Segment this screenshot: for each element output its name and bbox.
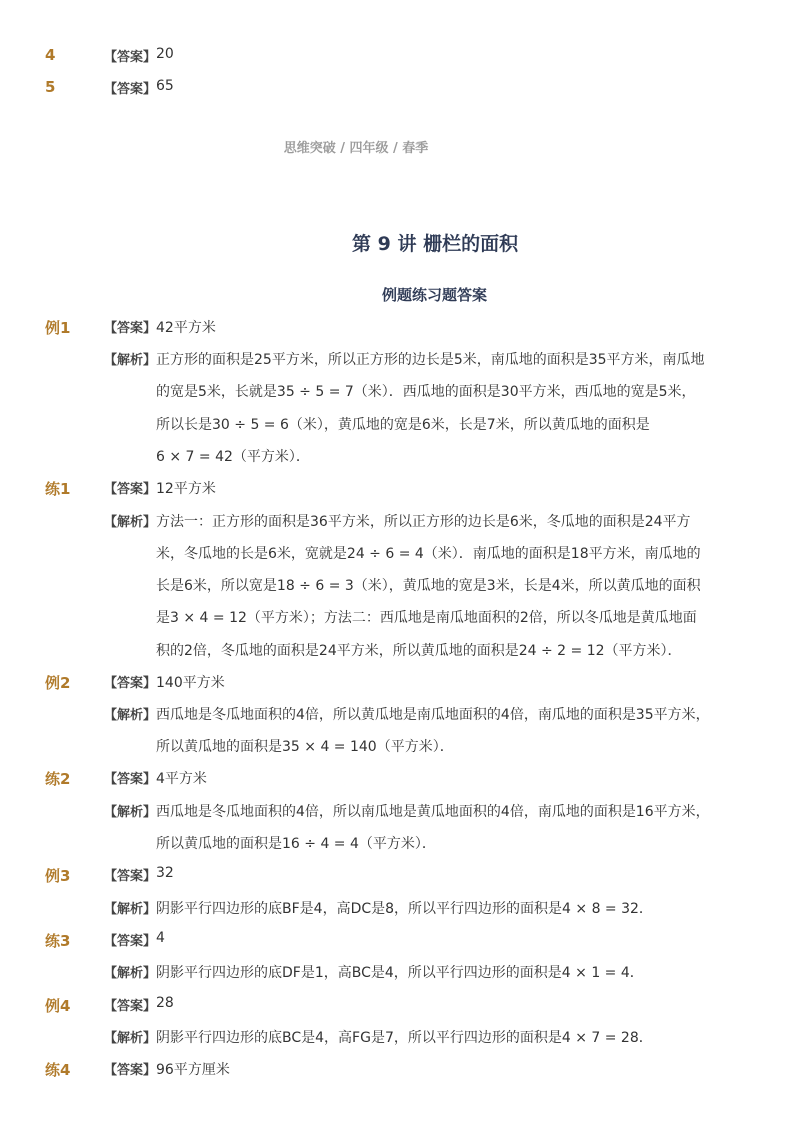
answer-tag: 【答案】	[104, 676, 157, 691]
answer-tag: 【答案】	[104, 934, 157, 949]
explanation-line: 6 × 7 = 42（平方米）．	[156, 449, 310, 465]
explanation-tag: 【解析】	[104, 966, 157, 981]
problem-number: 例4	[45, 997, 71, 1015]
explanation-line: 西瓜地是冬瓜地面积的4倍，所以南瓜地是黄瓜地面积的4倍，南瓜地的面积是16平方米，	[156, 804, 710, 820]
explanation-tag: 【解析】	[104, 805, 157, 820]
explanation-line: 积的2倍，冬瓜地的面积是24平方米，所以黄瓜地的面积是24 ÷ 2 = 12（平方米）．	[156, 643, 682, 659]
problem-number: 例2	[45, 674, 71, 692]
answer-tag: 【答案】	[104, 1063, 157, 1078]
explanation-tag: 【解析】	[104, 1031, 157, 1046]
answer-tag: 【答案】	[104, 772, 157, 787]
problem-number: 练4	[45, 1061, 71, 1079]
explanation-line: 正方形的面积是25平方米，所以正方形的边长是5米，南瓜地的面积是35平方米，南瓜地	[156, 352, 705, 368]
answer-value: 20	[156, 46, 174, 62]
explanation-line: 西瓜地是冬瓜地面积的4倍，所以黄瓜地是南瓜地面积的4倍，南瓜地的面积是35平方米，	[156, 707, 710, 723]
explanation-line: 长是6米，所以宽是18 ÷ 6 = 3（米），黄瓜地的宽是3米，长是4米，所以黄瓜地的面积	[156, 578, 701, 594]
answer-tag: 【答案】	[104, 869, 157, 884]
problem-number: 例1	[45, 319, 71, 337]
explanation-line: 所以长是30 ÷ 5 = 6（米），黄瓜地的宽是6米，长是7米，所以黄瓜地的面积是	[156, 417, 650, 433]
explanation-line: 米，冬瓜地的长是6米，宽就是24 ÷ 6 = 4（米）．南瓜地的面积是18平方米，南瓜地的	[156, 546, 701, 562]
explanation-tag: 【解析】	[104, 708, 157, 723]
problem-number: 练3	[45, 932, 71, 950]
answer-tag: 【答案】	[104, 321, 157, 336]
answer-value: 140平方米	[156, 675, 225, 691]
answer-tag: 【答案】	[104, 482, 157, 497]
answer-value: 4	[156, 930, 165, 946]
section-title: 例题练习题答案	[382, 286, 488, 304]
answer-value: 65	[156, 78, 174, 94]
explanation-line: 是3 × 4 = 12（平方米）；方法二：西瓜地是南瓜地面积的2倍，所以冬瓜地是黄瓜地面	[156, 610, 697, 626]
answer-value: 12平方米	[156, 481, 216, 497]
explanation-line: 阴影平行四边形的底DF是1，高BC是4，所以平行四边形的面积是4 × 1 = 4．	[156, 965, 644, 981]
explanation-tag: 【解析】	[104, 515, 157, 530]
problem-number: 5	[45, 78, 56, 96]
breadcrumb: 思维突破 / 四年级 / 春季	[283, 141, 429, 156]
explanation-line: 的宽是5米，长就是35 ÷ 5 = 7（米）．西瓜地的面积是30平方米，西瓜地的宽是5米，	[156, 384, 696, 400]
explanation-line: 阴影平行四边形的底BC是4，高FG是7，所以平行四边形的面积是4 × 7 = 28．	[156, 1030, 653, 1046]
lecture-title: 第 9 讲 栅栏的面积	[352, 233, 519, 255]
problem-number: 练1	[45, 480, 71, 498]
answer-tag: 【答案】	[104, 50, 157, 65]
explanation-line: 所以黄瓜地的面积是35 × 4 = 140（平方米）．	[156, 739, 454, 755]
answer-tag: 【答案】	[104, 999, 157, 1014]
problem-number: 练2	[45, 770, 71, 788]
explanation-line: 方法一：正方形的面积是36平方米，所以正方形的边长是6米，冬瓜地的面积是24平方	[156, 514, 691, 530]
answer-tag: 【答案】	[104, 82, 157, 97]
explanation-line: 所以黄瓜地的面积是16 ÷ 4 = 4（平方米）．	[156, 836, 436, 852]
answer-value: 96平方厘米	[156, 1062, 230, 1078]
problem-number: 4	[45, 46, 56, 64]
explanation-tag: 【解析】	[104, 353, 157, 368]
explanation-tag: 【解析】	[104, 902, 157, 917]
answer-value: 42平方米	[156, 320, 216, 336]
explanation-line: 阴影平行四边形的底BF是4，高DC是8，所以平行四边形的面积是4 × 8 = 32．	[156, 901, 653, 917]
answer-value: 32	[156, 865, 174, 881]
problem-number: 例3	[45, 867, 71, 885]
answer-value: 28	[156, 995, 174, 1011]
answer-value: 4平方米	[156, 771, 207, 787]
